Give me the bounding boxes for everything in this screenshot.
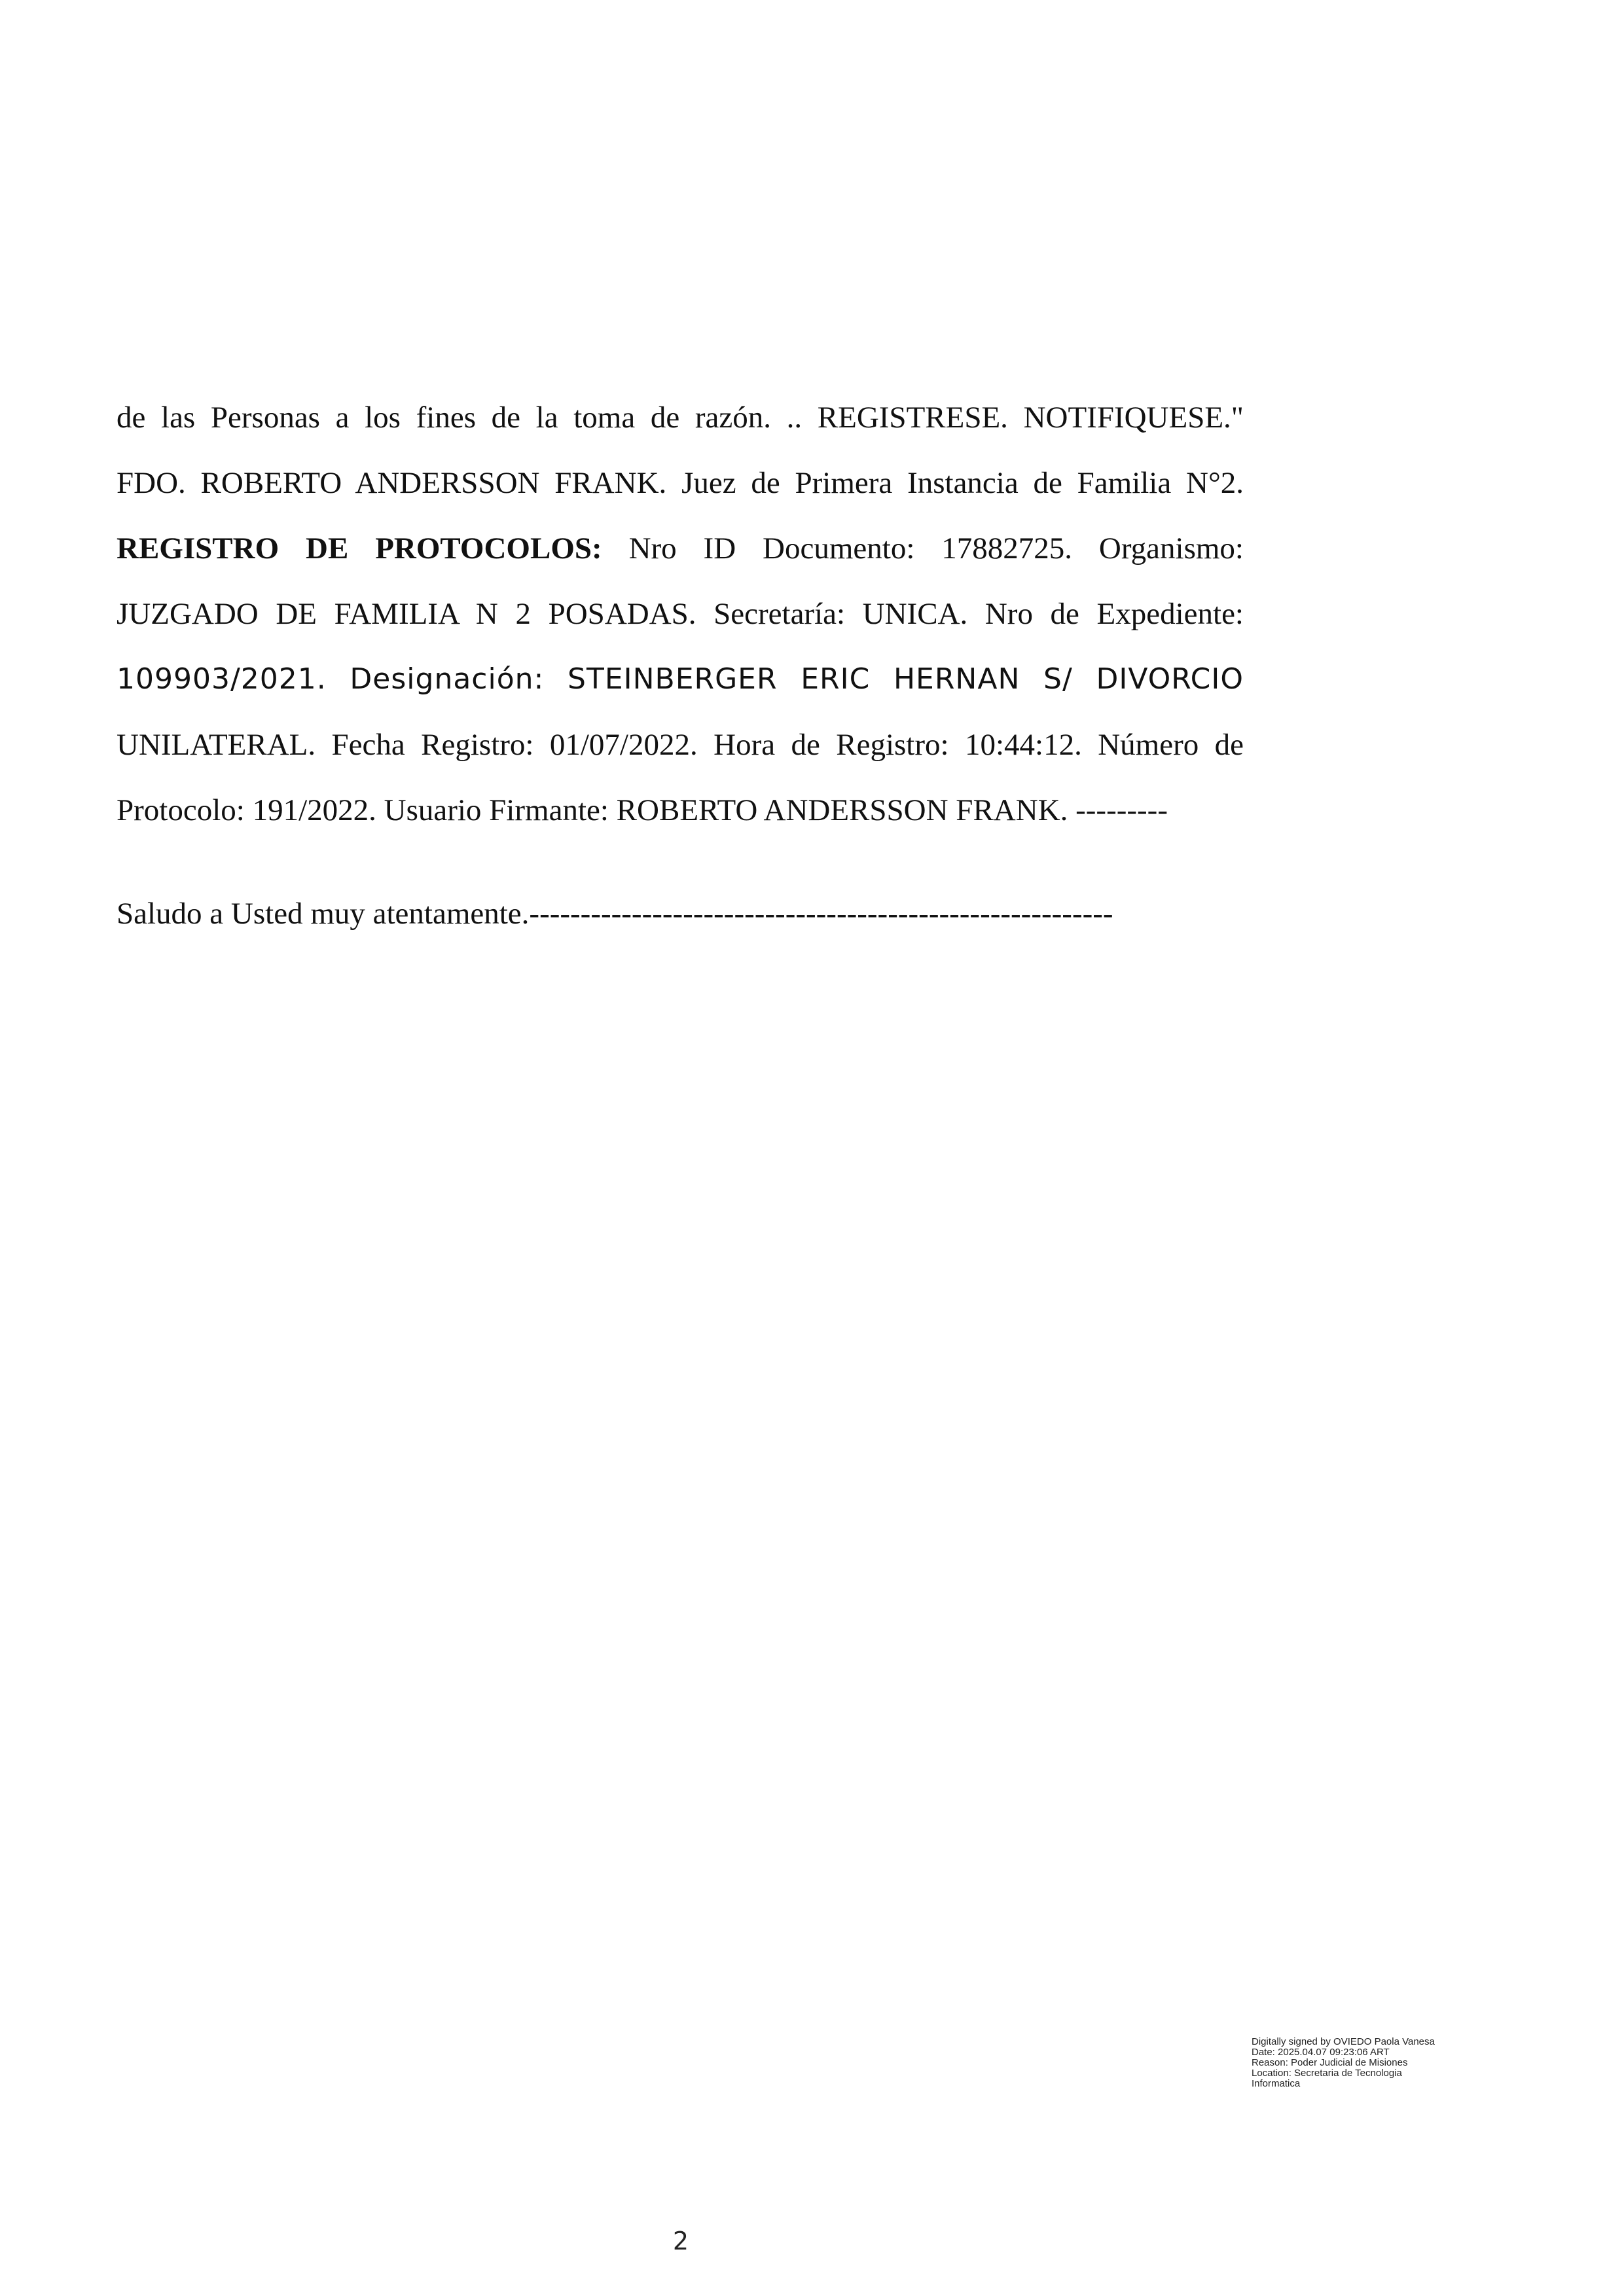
- body-line-5: 109903/2021. Designación: STEINBERGER ERIC HERNAN S/ DIVORCIO: [117, 662, 1244, 696]
- body-line-3: [117, 529, 1244, 568]
- signature-reason: Reason: Poder Judicial de Misiones: [1252, 2057, 1408, 2068]
- signature-date: Date: 2025.04.07 09:23:06 ART: [1252, 2047, 1390, 2058]
- body-line-7: Protocolo: 191/2022. Usuario Firmante: ROBERTO ANDERSSON FRANK. ---------: [117, 793, 1168, 827]
- page-number: 2: [672, 2227, 689, 2255]
- signature-location-cont: Informatica: [1252, 2078, 1301, 2089]
- body-line-6: UNILATERAL. Fecha Registro: 01/07/2022. Hora de Registro: 10:44:12. Número de: [117, 728, 1244, 762]
- signature-location: Location: Secretaria de Tecnologia: [1252, 2068, 1402, 2079]
- protocol-register-text: Nro ID Documento: 17882725. Organismo:: [602, 531, 1244, 565]
- body-line-2: FDO. ROBERTO ANDERSSON FRANK. Juez de Primera Instancia de Familia N°2.: [117, 466, 1244, 500]
- closing-line: Saludo a Usted muy atentamente.---------------------------------------------------------: [117, 897, 1113, 931]
- protocol-register-heading: REGISTRO DE PROTOCOLOS:: [117, 531, 602, 565]
- body-line-1: de las Personas a los fines de la toma de razón. .. REGISTRESE. NOTIFIQUESE.": [117, 401, 1244, 435]
- body-line-4: JUZGADO DE FAMILIA N 2 POSADAS. Secretaría: UNICA. Nro de Expediente:: [117, 597, 1244, 631]
- digital-signature-stamp: [1252, 2037, 1474, 2089]
- signature-signer: Digitally signed by OVIEDO Paola Vanesa: [1252, 2036, 1435, 2047]
